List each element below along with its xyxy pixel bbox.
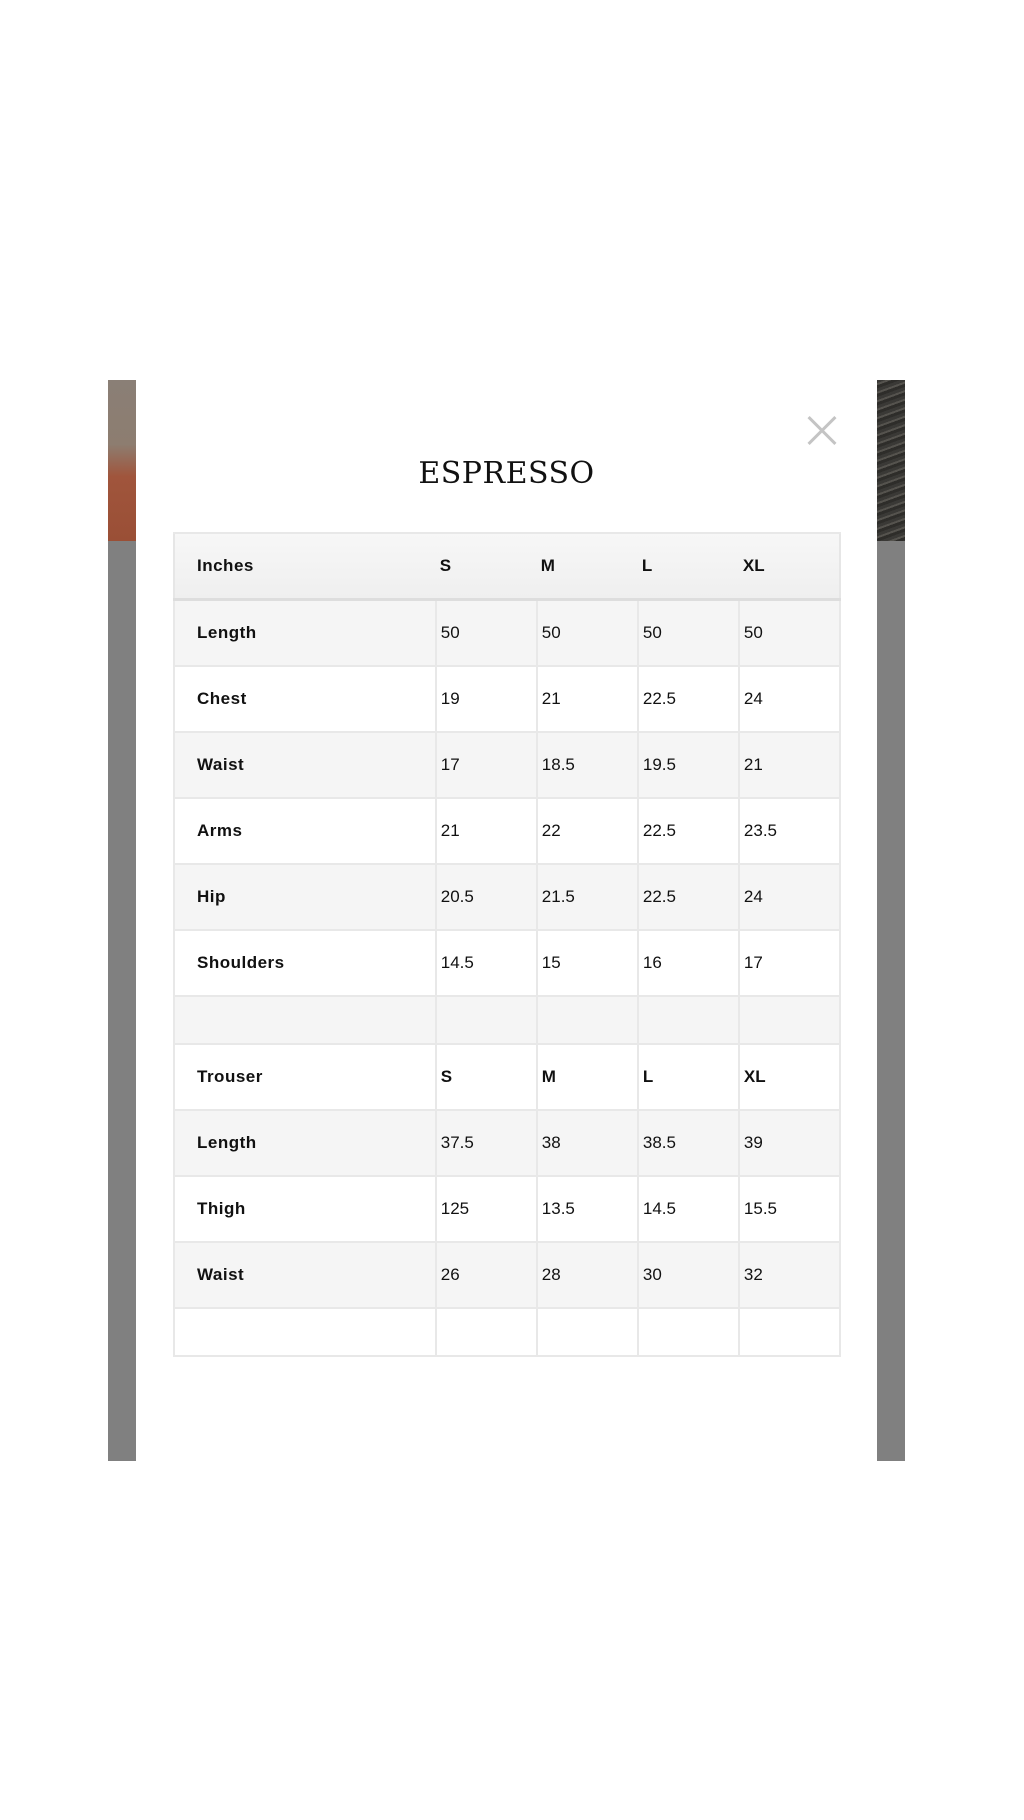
size-value: 16 — [638, 930, 739, 996]
size-value: 50 — [537, 600, 638, 667]
size-value: 18.5 — [537, 732, 638, 798]
size-value — [638, 1308, 739, 1356]
size-value: 21.5 — [537, 864, 638, 930]
size-value: 38.5 — [638, 1110, 739, 1176]
row-label: Hip — [174, 864, 436, 930]
size-chart-modal — [136, 380, 877, 1461]
size-value: 125 — [436, 1176, 537, 1242]
table-row — [174, 1176, 840, 1242]
product-photo — [108, 380, 136, 541]
size-value: 21 — [537, 666, 638, 732]
size-value: 24 — [739, 666, 840, 732]
size-value: 13.5 — [537, 1176, 638, 1242]
product-photo — [877, 380, 905, 541]
size-value: XL — [739, 1044, 840, 1110]
row-label — [174, 1308, 436, 1356]
table-row — [174, 666, 840, 732]
size-value: 20.5 — [436, 864, 537, 930]
size-value: 22.5 — [638, 798, 739, 864]
background-product-image-right — [877, 380, 905, 1461]
spacer-row — [174, 1308, 840, 1356]
size-value: 19 — [436, 666, 537, 732]
size-value: 26 — [436, 1242, 537, 1308]
modal-title: ESPRESSO — [418, 456, 595, 491]
size-value: 50 — [638, 600, 739, 667]
table-row — [174, 864, 840, 930]
size-value: 21 — [739, 732, 840, 798]
size-value: M — [537, 533, 638, 600]
close-icon[interactable] — [807, 416, 837, 446]
row-label: Shoulders — [174, 930, 436, 996]
size-value: L — [638, 1044, 739, 1110]
table-row — [174, 600, 840, 667]
row-label: Thigh — [174, 1176, 436, 1242]
row-label: Waist — [174, 1242, 436, 1308]
row-label: Inches — [174, 533, 436, 600]
row-label: Chest — [174, 666, 436, 732]
size-value — [537, 1308, 638, 1356]
size-value: 22.5 — [638, 666, 739, 732]
size-value: 19.5 — [638, 732, 739, 798]
size-value: 37.5 — [436, 1110, 537, 1176]
size-value — [436, 996, 537, 1044]
row-label: Waist — [174, 732, 436, 798]
row-label: Trouser — [174, 1044, 436, 1110]
size-value — [537, 996, 638, 1044]
size-value: 23.5 — [739, 798, 840, 864]
size-value: 15 — [537, 930, 638, 996]
trouser-header-row — [174, 1044, 840, 1110]
size-value: 14.5 — [436, 930, 537, 996]
size-chart-table — [173, 532, 841, 1357]
size-value — [638, 996, 739, 1044]
size-value — [739, 996, 840, 1044]
row-label — [174, 996, 436, 1044]
table-row — [174, 732, 840, 798]
size-value: S — [436, 533, 537, 600]
size-value: 17 — [739, 930, 840, 996]
row-label: Length — [174, 1110, 436, 1176]
size-value: 39 — [739, 1110, 840, 1176]
row-label: Length — [174, 600, 436, 667]
size-value: 14.5 — [638, 1176, 739, 1242]
size-value: 38 — [537, 1110, 638, 1176]
size-value: 50 — [739, 600, 840, 667]
size-value — [739, 1308, 840, 1356]
table-row — [174, 1110, 840, 1176]
size-value: 17 — [436, 732, 537, 798]
size-value: XL — [739, 533, 840, 600]
background-product-image-left — [108, 380, 136, 1461]
spacer-row — [174, 996, 840, 1044]
size-value: 22 — [537, 798, 638, 864]
size-value: 21 — [436, 798, 537, 864]
size-value — [436, 1308, 537, 1356]
size-value: 24 — [739, 864, 840, 930]
size-value: 30 — [638, 1242, 739, 1308]
size-value: M — [537, 1044, 638, 1110]
size-value: 28 — [537, 1242, 638, 1308]
row-label: Arms — [174, 798, 436, 864]
size-value: 50 — [436, 600, 537, 667]
size-value: S — [436, 1044, 537, 1110]
size-value: 32 — [739, 1242, 840, 1308]
table-row — [174, 798, 840, 864]
size-value: 22.5 — [638, 864, 739, 930]
table-row — [174, 1242, 840, 1308]
size-value: 15.5 — [739, 1176, 840, 1242]
size-value: L — [638, 533, 739, 600]
table-header-row — [174, 533, 840, 600]
table-row — [174, 930, 840, 996]
